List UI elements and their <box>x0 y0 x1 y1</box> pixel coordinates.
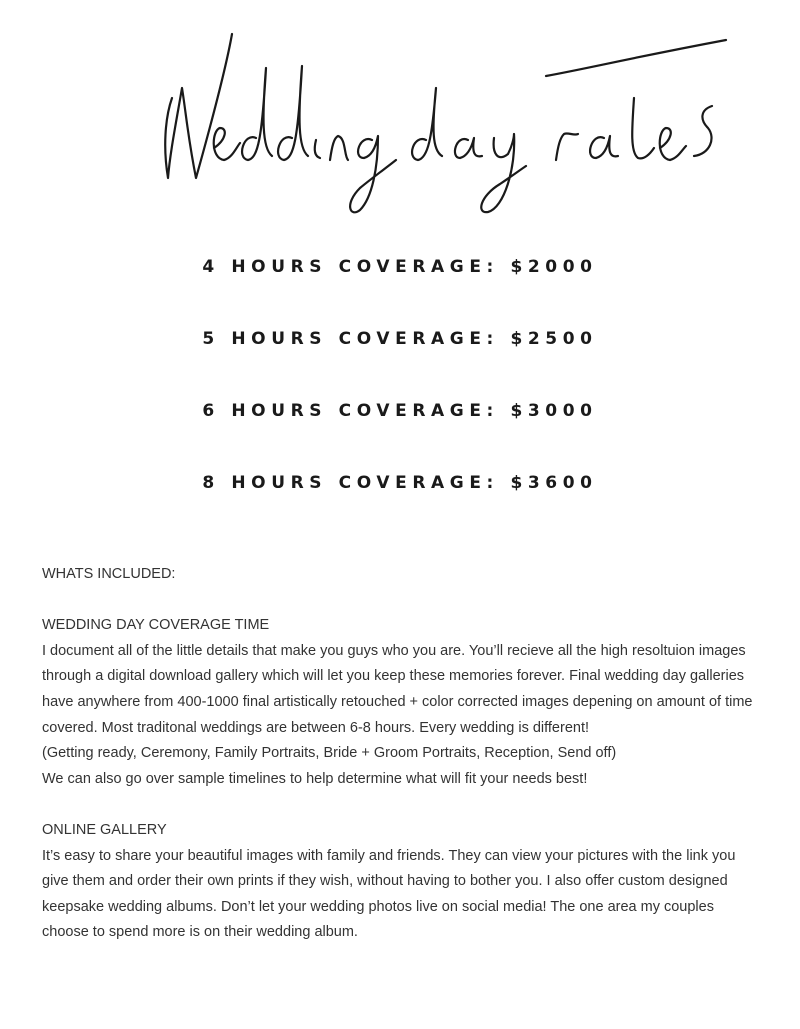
rate-4-hours: 4 HOURS COVERAGE: $2000 <box>202 257 598 277</box>
gallery-line: give them and order their own prints if they wish, without having to bother you. I also offer custom designed <box>42 873 728 890</box>
gallery-line: It’s easy to share your beautiful images with family and friends. They can view your pictures with the link you <box>42 847 736 864</box>
rate-8-hours: 8 HOURS COVERAGE: $3600 <box>202 473 598 493</box>
gallery-line: choose to spend more is on their wedding album. <box>42 924 358 941</box>
coverage-line: I document all of the little details that make you guys who you are. You’ll recieve all the high resoltuion images <box>42 642 746 659</box>
rate-5-hours: 5 HOURS COVERAGE: $2500 <box>202 329 598 349</box>
details-section <box>42 562 777 946</box>
title-text: Wedding day rates <box>396 148 404 149</box>
coverage-line: covered. Most traditonal weddings are between 6-8 hours. Every wedding is different! <box>42 719 590 736</box>
page-title <box>0 28 800 218</box>
title-script <box>0 28 800 218</box>
gallery-line: keepsake wedding albums. Don’t let your wedding photos live on social media! The one area my couples <box>42 898 714 915</box>
included-heading: WHATS INCLUDED: <box>42 566 176 582</box>
rate-6-hours: 6 HOURS COVERAGE: $3000 <box>202 401 598 421</box>
coverage-line: (Getting ready, Ceremony, Family Portraits, Bride + Groom Portraits, Reception, Send off) <box>42 745 617 762</box>
rates-list <box>0 250 800 538</box>
coverage-line: We can also go over sample timelines to help determine what will fit your needs best! <box>42 770 588 787</box>
title-stroke-w <box>165 34 232 178</box>
coverage-line: through a digital download gallery which will let you keep these memories forever. Final wedding day galleries <box>42 668 745 685</box>
coverage-heading: WEDDING DAY COVERAGE TIME <box>42 617 270 634</box>
gallery-heading: ONLINE GALLERY <box>42 821 167 838</box>
coverage-line: have anywhere from 400-1000 final artistically retouched + color corrected images depening on amount of time <box>42 693 753 710</box>
